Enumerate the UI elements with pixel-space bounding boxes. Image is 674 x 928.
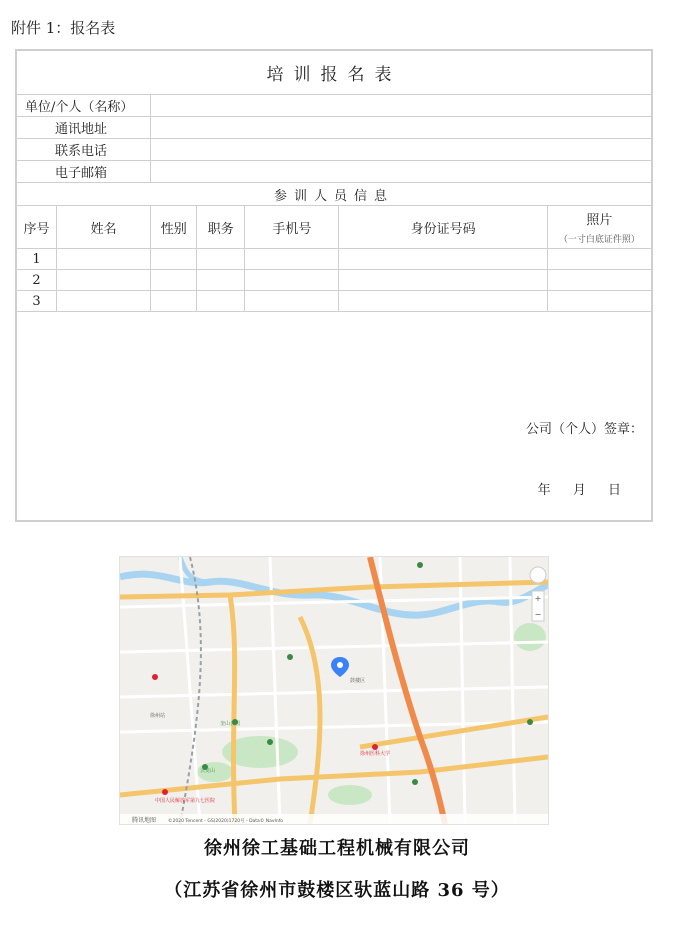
name-cell[interactable] xyxy=(57,291,151,312)
map-provider-label: 腾讯地图 xyxy=(132,817,157,824)
map-zoom-controls[interactable] xyxy=(530,567,546,621)
form-title: 培训报名表 xyxy=(17,51,652,95)
position-cell[interactable] xyxy=(197,270,245,291)
map-label: 鼓楼区 xyxy=(350,678,366,684)
id-number-cell[interactable] xyxy=(339,270,547,291)
id-number-cell[interactable] xyxy=(339,249,547,270)
location-map[interactable] xyxy=(119,556,549,825)
position-cell[interactable] xyxy=(197,249,245,270)
company-address: （江苏省徐州市鼓楼区驮蓝山路 36 号） xyxy=(164,880,510,901)
position-cell[interactable] xyxy=(197,291,245,312)
row-number: 2 xyxy=(17,270,57,291)
photo-cell[interactable] xyxy=(547,249,651,270)
company-name: 徐州徐工基础工程机械有限公司 xyxy=(204,838,470,859)
major-road xyxy=(230,595,235,824)
address-field[interactable] xyxy=(151,117,652,139)
park-area xyxy=(514,623,546,651)
org-name-field[interactable] xyxy=(151,95,652,117)
col-gender: 性别 xyxy=(151,206,197,249)
mobile-cell[interactable] xyxy=(245,249,339,270)
map-label: 徐州医科大学 xyxy=(360,751,391,757)
col-photo xyxy=(547,206,651,249)
map-label: 徐州站 xyxy=(150,713,166,719)
photo-label: 照片 xyxy=(586,213,613,228)
svg-text:−: − xyxy=(534,610,542,619)
location-marker-icon xyxy=(331,657,349,677)
mobile-cell[interactable] xyxy=(245,291,339,312)
major-road xyxy=(360,717,548,747)
col-position: 职务 xyxy=(197,206,245,249)
month-label: 月 xyxy=(572,483,586,498)
col-id-number: 身份证号码 xyxy=(339,206,547,249)
date-label xyxy=(524,479,621,498)
photo-cell[interactable] xyxy=(547,291,651,312)
id-number-cell[interactable] xyxy=(339,291,547,312)
participants-section-title: 参训人员信息 xyxy=(17,183,652,206)
row-number: 1 xyxy=(17,249,57,270)
phone-field[interactable] xyxy=(151,139,652,161)
signature-area[interactable] xyxy=(17,312,652,521)
gender-cell[interactable] xyxy=(151,291,197,312)
gender-cell[interactable] xyxy=(151,270,197,291)
participants-header-row xyxy=(17,206,652,249)
photo-cell[interactable] xyxy=(547,270,651,291)
map-copyright: ©2020 Tencent - GS(2020)1720号 - Data© NavInfo xyxy=(168,819,284,824)
table-row xyxy=(17,249,652,270)
map-label: 中国人民解放军第九七医院 xyxy=(155,798,216,804)
map-canvas xyxy=(120,557,548,824)
col-no: 序号 xyxy=(17,206,57,249)
table-row xyxy=(17,291,652,312)
mobile-cell[interactable] xyxy=(245,270,339,291)
phone-label: 联系电话 xyxy=(17,139,151,161)
registration-form xyxy=(15,49,653,522)
photo-note: （一寸白底证件照） xyxy=(558,235,640,245)
org-name-label: 单位/个人（名称） xyxy=(17,95,151,117)
row-number: 3 xyxy=(17,291,57,312)
svg-text:+: + xyxy=(534,594,542,603)
name-cell[interactable] xyxy=(57,270,151,291)
map-label: 奎山公园 xyxy=(220,721,241,727)
address-label: 通讯地址 xyxy=(17,117,151,139)
map-label: 云龙山 xyxy=(200,768,216,774)
attachment-label: 附件 1：报名表 xyxy=(11,19,116,37)
signature-label: 公司（个人）签章： xyxy=(525,422,643,437)
col-mobile: 手机号 xyxy=(245,206,339,249)
email-field[interactable] xyxy=(151,161,652,183)
table-row xyxy=(17,270,652,291)
col-name: 姓名 xyxy=(57,206,151,249)
day-label: 日 xyxy=(607,483,621,498)
year-label: 年 xyxy=(537,483,551,498)
park-area xyxy=(328,785,372,805)
email-label: 电子邮箱 xyxy=(17,161,151,183)
gender-cell[interactable] xyxy=(151,249,197,270)
name-cell[interactable] xyxy=(57,249,151,270)
